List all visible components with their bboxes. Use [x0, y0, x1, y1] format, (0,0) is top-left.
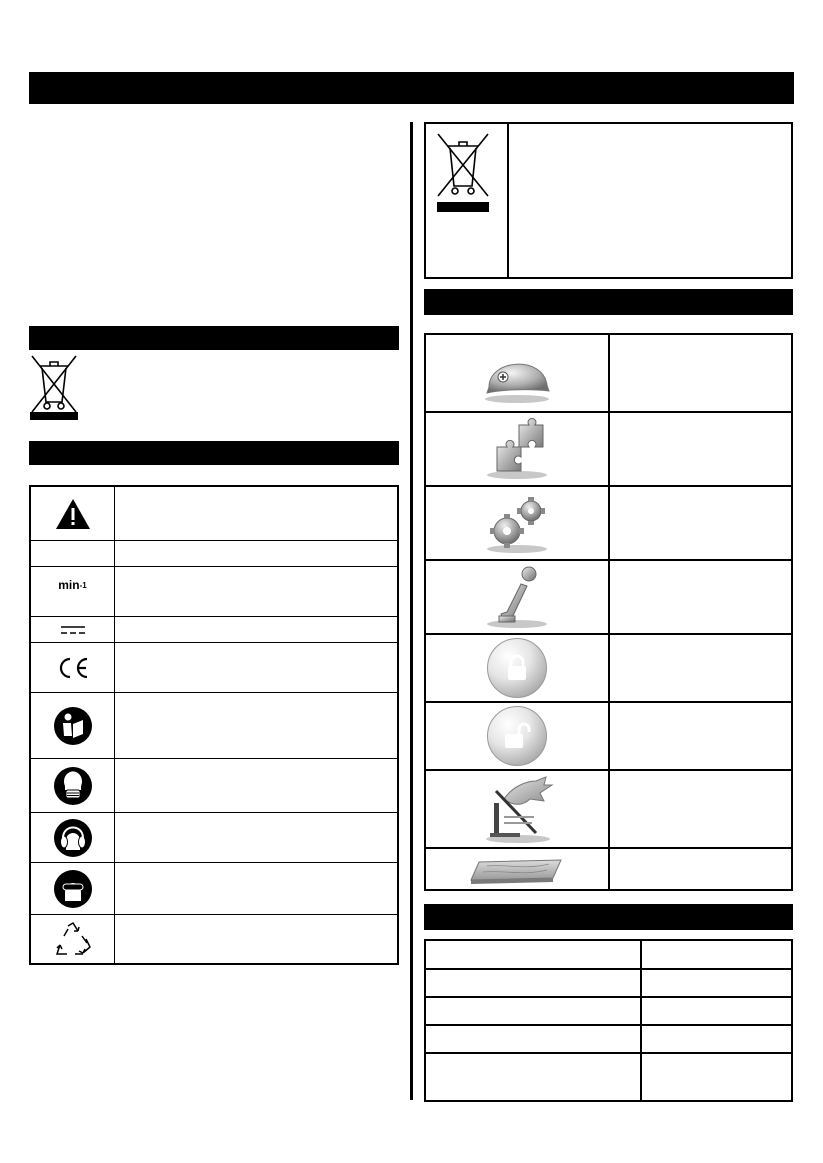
section-bar-symbols [29, 441, 399, 465]
section-bar-specifications [424, 904, 793, 930]
table-row [426, 487, 791, 561]
puzzle-pieces-icon [426, 413, 608, 485]
weee-bin-icon [434, 130, 492, 214]
table-row [31, 643, 397, 693]
table-row [426, 703, 791, 771]
section-bar-disposal [29, 326, 399, 350]
table-row [31, 487, 397, 541]
pictogram-table [424, 333, 793, 891]
table-row [426, 849, 791, 893]
table-row [31, 567, 397, 617]
padlock-locked-icon [426, 635, 608, 701]
symbols-table [29, 485, 399, 965]
warning-triangle-icon [31, 487, 114, 541]
table-row [31, 915, 397, 965]
info-icon [426, 561, 608, 633]
table-row [426, 941, 791, 970]
table-row [426, 998, 791, 1026]
table-row [31, 693, 397, 759]
padlock-unlocked-icon [426, 703, 608, 769]
section-bar-pictograms [424, 289, 793, 315]
table-row [426, 970, 791, 998]
table-row [31, 813, 397, 863]
direct-current-icon [31, 617, 114, 643]
gears-icon [426, 487, 608, 559]
ear-protection-icon [31, 813, 114, 863]
rpm-unit-superscript: -1 [79, 580, 87, 590]
rpm-unit-label: min [58, 578, 80, 592]
ce-mark-icon [31, 643, 114, 693]
wood-plank-icon [426, 849, 608, 891]
min-1-label [31, 567, 114, 603]
table-row [31, 541, 397, 567]
no-hands-blade-icon [426, 771, 608, 847]
header-bar [29, 72, 794, 104]
weee-info-box-divider [507, 124, 509, 277]
table-row [31, 863, 397, 915]
eye-protection-icon [31, 863, 114, 915]
table-row [426, 1026, 791, 1054]
table-row [426, 561, 791, 635]
table-row [426, 1054, 791, 1100]
table-row [31, 759, 397, 813]
column-divider [410, 122, 413, 1100]
table-row [31, 617, 397, 643]
safety-helmet-icon [426, 335, 608, 411]
weee-info-box [424, 122, 793, 279]
table-row [426, 771, 791, 849]
table-row [426, 635, 791, 703]
read-manual-icon [31, 693, 114, 759]
spec-table [424, 939, 793, 1102]
table-row [426, 413, 791, 487]
weee-bin-icon [28, 352, 80, 422]
recycle-icon [31, 915, 114, 965]
dust-mask-icon [31, 759, 114, 813]
table-row [426, 335, 791, 413]
